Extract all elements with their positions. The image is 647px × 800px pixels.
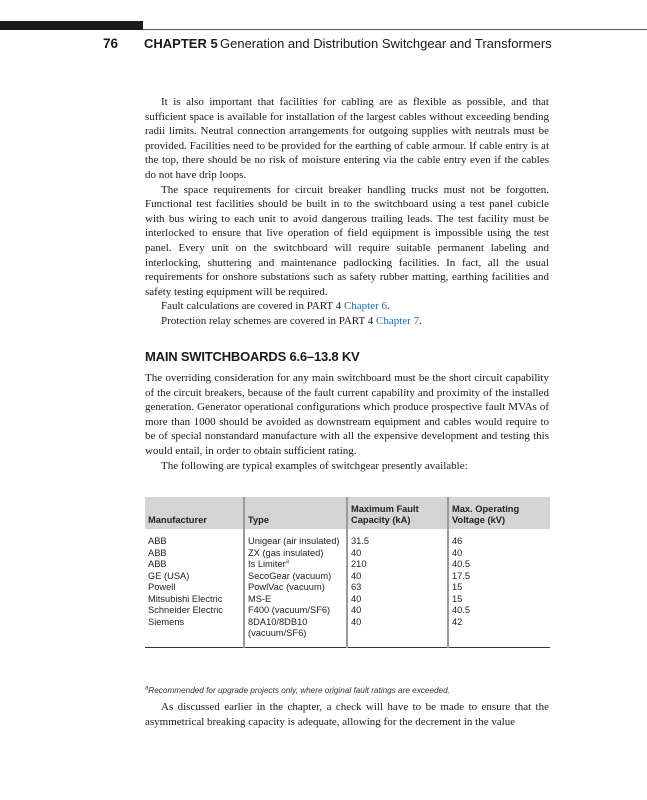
table-row: ABB Unigear (air insulated) 31.5 46 (145, 529, 550, 548)
table-footnote: $^a$Recommended for upgrade projects only, where original fault ratings are exceeded. (145, 685, 450, 695)
table-row: ABB Is Limiter$^a$ 210 40.5 (145, 559, 550, 571)
switchgear-table (145, 497, 550, 648)
chapter-title: Generation and Distribution Switchgear and Transformers (220, 36, 552, 51)
table-row: Powell PowlVac (vacuum) 63 15 (145, 582, 550, 594)
section-text (145, 371, 549, 473)
header-bar (0, 21, 143, 30)
intro-text (145, 95, 549, 329)
paragraph-overriding-consideration: The overriding consideration for any main switchboard must be the short circuit capability of the circuit breakers, because of the fault current capability and proximity of the installed generation. Generator operational configurations which produce prospective fault MVAs of more than 1000 should be avoided as downstream equipment and cables would require to be of special nonstandard manufacture with all the expensive development and testing this would entail, in order to obtain sufficient rating. (145, 372, 549, 457)
closing-text (145, 700, 549, 729)
table-row: ABB ZX (gas insulated) 40 40 (145, 548, 550, 560)
chapter-7-link[interactable]: Chapter 7 (376, 314, 420, 327)
table-row: Siemens 8DA10/8DB10 (vacuum/SF6) 40 42 (145, 617, 550, 648)
chapter-6-link[interactable]: Chapter 6 (343, 300, 388, 313)
header-type: Type (244, 497, 347, 529)
table-row: Schneider Electric F400 (vacuum/SF6) 40 40.5 (145, 605, 550, 617)
page-number: 76 (103, 36, 119, 51)
header-operating-voltage: Max. Operating Voltage (kV) (448, 497, 550, 529)
paragraph-fault-calculations: Fault calculations are covered in PART 4 Chapter 6. (161, 300, 390, 313)
paragraph-protection-relays: Protection relay schemes are covered in PART 4 Chapter 7. (161, 314, 422, 327)
table-row: GE (USA) SecoGear (vacuum) 40 17.5 (145, 571, 550, 583)
table-row: Mitsubishi Electric MS-E 40 15 (145, 594, 550, 606)
section-heading: MAIN SWITCHBOARDS 6.6–13.8 KV (145, 349, 360, 364)
footnote-marker[interactable]: a (285, 558, 290, 565)
paragraph-examples-intro: The following are typical examples of switchgear presently available: (161, 459, 468, 472)
paragraph-cabling: It is also important that facilities for cabling are as flexible as possible, and that sufficient space is available for installation of the largest cables without exceeding bending radii limits. Neutral connection arrangements for outgoing supplies with neutrals must be provided. Facilities need to be provided for the earthing of cable armour. If cable entry is at the top, there should be no risk of moisture entering via the cable entry even if the cables do not have drip loops. (145, 96, 549, 181)
paragraph-asymmetrical-breaking: As discussed earlier in the chapter, a check will have to be made to ensure that the asymmetrical breaking capacity is adequate, allowing for the decrement in the value (145, 701, 549, 728)
header-rule (143, 29, 647, 30)
header-fault-capacity: Maximum Fault Capacity (kA) (347, 497, 448, 529)
paragraph-space-requirements: The space requirements for circuit breaker handling trucks must not be forgotten. Functional test facilities should be built in to the switchboard using a test panel cubicle with bus wiring to each unit to avoid dangerous trailing leads. The test facility must be interlocked to ensure that live operation of field equipment is impossible using the test panel. Every unit on the switchboard will require suitable permanent labeling and interlocking, shuttering and maintenance padlocking facilities. In fact, all the usual requirements for onshore substations such as safety rubber matting, earthing facilities and safety testing equipment will be required. (145, 183, 549, 298)
header-manufacturer: Manufacturer (145, 497, 244, 529)
chapter-label: CHAPTER 5 (144, 36, 218, 51)
table-header-row (145, 497, 550, 529)
footnote-mark: a (145, 685, 149, 692)
